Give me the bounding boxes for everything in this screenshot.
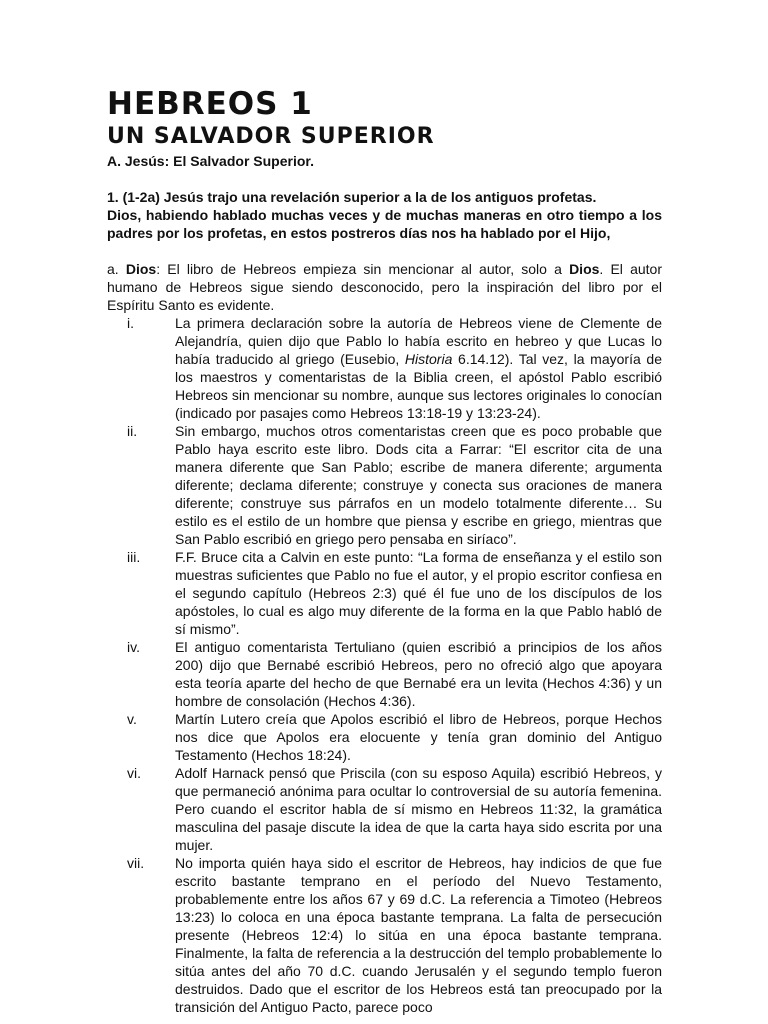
list-item <box>107 638 662 710</box>
list-item-number: vi. <box>127 765 141 781</box>
list-item-text: Adolf Harnack pensó que Priscila (con su esposo Aquila) escribió Hebreos, y que permaneció anónima para ocultar lo controversial de su autoría femenina. Pero cuando el escritor habla de sí mismo en Hebreos 11:32, la gramática masculina del pasaje discute la idea de que la carta haya sido escrita por una mujer. <box>175 765 662 853</box>
paragraph-a <box>107 260 662 314</box>
list-item <box>107 422 662 548</box>
paragraph-prefix: a. <box>107 261 126 277</box>
list-item-number: ii. <box>127 423 138 439</box>
list-item-number: iii. <box>127 549 141 565</box>
point-heading: 1. (1-2a) Jesús trajo una revelación superior a la de los antiguos profetas. <box>107 189 597 205</box>
list-item-text: F.F. Bruce cita a Calvin en este punto: “La forma de enseñanza y el estilo son muestras suficientes que Pablo no fue el autor, y el propio escritor confiesa en el segundo capítulo (Hebreos 2:3) qué él fue uno de los discípulos de los apóstoles, lo cual es algo muy diferente de la forma en la que Pablo habló de sí mismo”. <box>175 549 662 637</box>
list-item-italic: Historia <box>404 351 453 367</box>
scripture-verse: Dios, habiendo hablado muchas veces y de muchas maneras en otro tiempo a los padres por los profetas, en estos postreros días nos ha hablado por el Hijo, <box>107 207 662 241</box>
spacer <box>107 170 662 188</box>
list-item-text: Martín Lutero creía que Apolos escribió el libro de Hebreos, porque Hechos nos dice que Apolos era elocuente y tenía gran dominio del Antiguo Testamento (Hechos 18:24). <box>175 711 662 763</box>
document-body <box>107 152 662 1016</box>
list-item-number: iv. <box>127 639 140 655</box>
list-item <box>107 854 662 1016</box>
list-item-number: vii. <box>127 855 145 871</box>
list-item <box>107 710 662 764</box>
paragraph-rest: . El autor humano de Hebreos sigue siendo desconocido, pero la inspiración del libro por el Espíritu Santo es evidente. <box>107 261 662 313</box>
list-item-text: El antiguo comentarista Tertuliano (quien escribió a principios de los años 200) dijo que Bernabé escribió Hebreos, pero no ofreció algo que apoyara esta teoría aparte del hecho de que Bernabé era un levita (Hechos 4:36) y un hombre de consolación (Hechos 4:36). <box>175 639 662 709</box>
list-item-number: v. <box>127 711 137 727</box>
list-item <box>107 764 662 854</box>
list-item-text: Sin embargo, muchos otros comentaristas creen que es poco probable que Pablo haya escrito este libro. Dods cita a Farrar: “El escritor cita de una manera diferente que San Pablo; escribe de manera diferente; argumenta diferente; declama diferente; construye y conecta sus oraciones de manera diferente; construye sus párrafos en un modelo totalmente diferente… Su estilo es el estilo de un hombre que piensa y escribe en griego, mientras que San Pablo escribió en griego pero pensaba en siríaco”. <box>175 423 662 547</box>
section-heading: A. Jesús: El Salvador Superior. <box>107 153 314 169</box>
list-item <box>107 548 662 638</box>
list-item-text: La primera declaración sobre la autoría de Hebreos viene de Clemente de Alejandría, quien dijo que Pablo lo había escrito en hebreo y que Lucas lo había traducido al griego (Eusebio, <box>175 315 662 367</box>
spacer <box>107 242 662 260</box>
page-subtitle: UN SALVADOR SUPERIOR <box>107 124 435 149</box>
list-item-text-after: 6.14.12). Tal vez, la mayoría de los maestros y comentaristas de la Biblia creen, el apóstol Pablo escribió Hebreos sin mencionar su nombre, aunque sus lectores originales lo conocían (indicado por pasajes como Hebreos 13:18-19 y 13:23-24). <box>175 351 662 421</box>
paragraph-mid: : El libro de Hebreos empieza sin mencionar al autor, solo a <box>156 261 570 277</box>
list-item-text: No importa quién haya sido el escritor de Hebreos, hay indicios de que fue escrito bastante temprano en el período del Nuevo Testamento, probablemente entre los años 67 y 69 d.C. La referencia a Timoteo (Hebreos 13:23) lo coloca en una época bastante temprana. La falta de persecución presente (Hebreos 12:4) lo sitúa en una época bastante temprana. Finalmente, la falta de referencia a la destrucción del templo probablemente lo sitúa antes del año 70 d.C. cuando Jerusalén y el segundo templo fueron destruidos. Dado que el escritor de los Hebreos está tan preocupado por la transición del Antiguo Pacto, parece poco <box>175 855 662 1015</box>
list-item <box>107 314 662 422</box>
paragraph-term-2: Dios <box>569 261 600 277</box>
page-title: HEBREOS 1 <box>107 86 313 122</box>
numbered-list <box>107 314 662 1016</box>
paragraph-term: Dios <box>125 261 157 277</box>
list-item-number: i. <box>127 315 134 331</box>
